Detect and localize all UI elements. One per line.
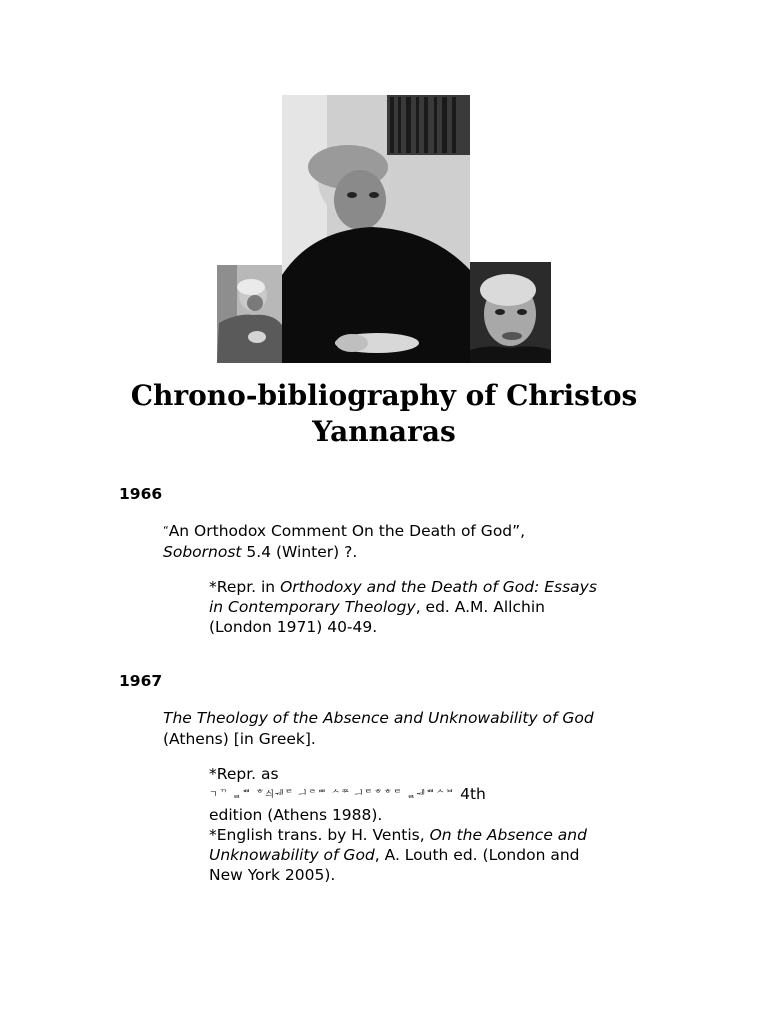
year-heading-1967: 1967 — [119, 672, 163, 690]
translation-title-line2: Unknowability of God — [209, 846, 375, 864]
open-quote: “ — [163, 524, 169, 537]
reprint-title-line2: in Contemporary Theology — [209, 598, 416, 616]
year-heading-1966: 1966 — [119, 485, 163, 503]
entry-title: An Orthodox Comment On the Death of God”, — [168, 522, 526, 540]
portrait-photo-left — [217, 265, 282, 363]
reprint-prefix: *Repr. as — [209, 765, 279, 783]
entry-1967-main — [163, 708, 683, 750]
journal-name: Sobornost — [163, 543, 242, 561]
reprint-title-line1: Orthodoxy and the Death of God: Essays — [280, 578, 597, 596]
entry-1966-reprint — [209, 577, 679, 637]
portrait-photo-right — [470, 262, 551, 363]
entry-1967-reprint — [209, 764, 679, 885]
reprint-prefix: *Repr. in — [209, 578, 281, 596]
reprint-publication: (London 1971) 40-49. — [209, 618, 378, 636]
reprint-editor: , ed. A.M. Allchin — [415, 598, 545, 616]
page-title-line2: Yannaras — [312, 415, 456, 448]
reprint-edition: 4th — [460, 785, 486, 803]
entry-1966-main — [163, 520, 683, 563]
translation-prefix: *English trans. by H. Ventis, — [209, 826, 430, 844]
portrait-photo-center — [282, 95, 470, 363]
reprint-title-garbled: ㄱᄁ ᆯᄈ ᄒ싀ᅰᄐ ᅴᄅᄈ ᄉᄍ ᅴᄐᄒᄒᄐ ᆯᅰᄈᄉᄇ — [209, 790, 456, 800]
entry-details: 5.4 (Winter) ?. — [241, 543, 358, 561]
entry-title: The Theology of the Absence and Unknowability of God — [163, 709, 594, 727]
entry-details: (Athens) [in Greek]. — [163, 730, 316, 748]
page-title-line1: Chrono-bibliography of Christos — [130, 379, 638, 412]
reprint-publication: edition (Athens 1988). — [209, 806, 383, 824]
translation-title-line1: On the Absence and — [429, 826, 587, 844]
page-title — [100, 378, 668, 450]
translation-publication: New York 2005). — [209, 866, 336, 884]
translation-editor: , A. Louth ed. (London and — [374, 846, 580, 864]
